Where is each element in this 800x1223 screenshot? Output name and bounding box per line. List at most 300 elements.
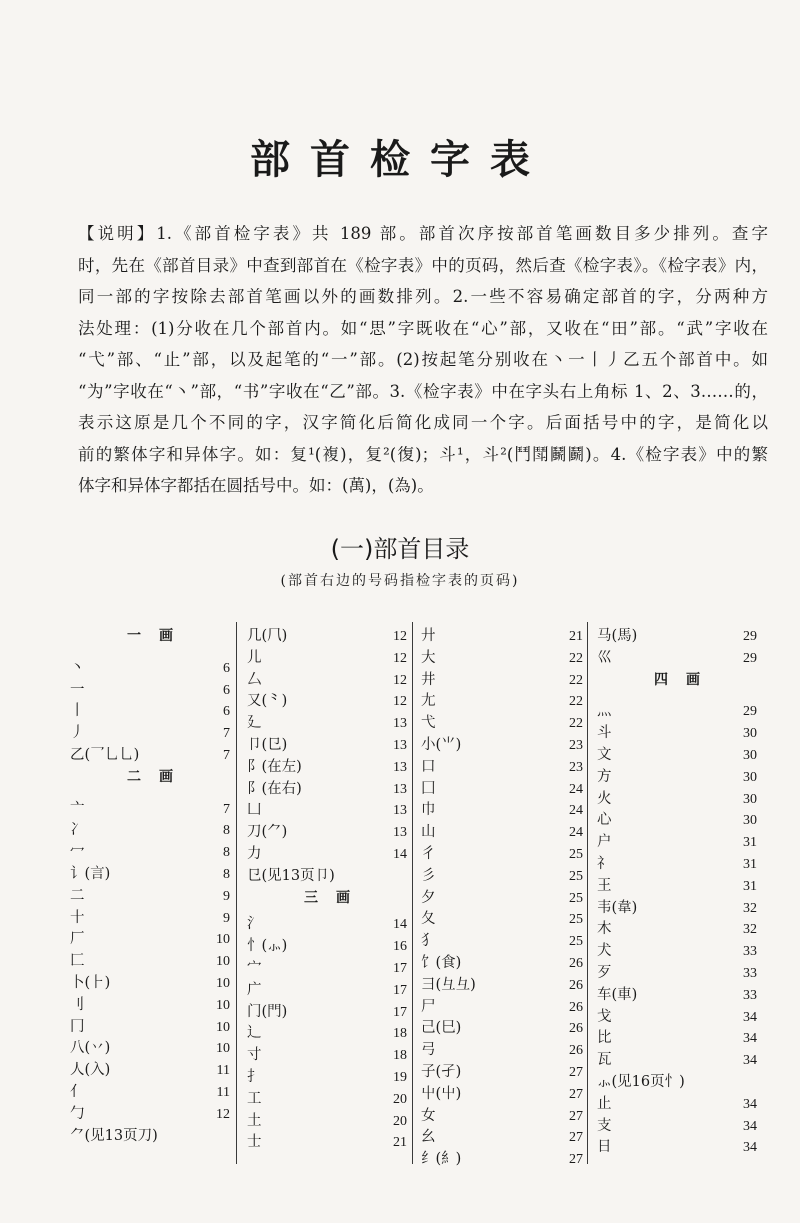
radical-label: ⺗(见16页忄)	[597, 1073, 685, 1090]
section-subtitle: (部首右边的号码指检字表的页码)	[280, 573, 520, 589]
radical-label: 土	[247, 1112, 262, 1129]
radical-entry	[70, 658, 230, 680]
column-divider	[412, 622, 413, 1164]
radical-label: 忄(⺗)	[247, 938, 288, 955]
radical-entry	[597, 767, 757, 789]
radical-label: 马(馬)	[597, 628, 638, 644]
radical-label: 卩(㔾)	[247, 736, 288, 753]
radical-label: 厶	[247, 671, 262, 688]
page-number: 22	[569, 650, 583, 666]
radical-column-4	[597, 626, 757, 1159]
radical-label: 又(⺀)	[247, 693, 288, 710]
radical-entry	[597, 1072, 757, 1094]
page-number: 10	[216, 1019, 230, 1035]
radical-entry	[597, 1137, 757, 1159]
radical-label: 戈	[597, 1008, 612, 1025]
page-number: 13	[393, 825, 407, 841]
radical-entry	[247, 958, 407, 980]
radical-label: 辶	[247, 1025, 262, 1042]
radical-label: 人(入)	[70, 1062, 111, 1079]
radical-entry	[247, 936, 407, 958]
radical-entry	[597, 701, 757, 723]
radical-entry	[597, 963, 757, 985]
radical-entry	[421, 735, 583, 757]
page-number: 30	[743, 791, 757, 807]
radical-label: 韦(韋)	[597, 899, 638, 916]
page-number: 29	[743, 629, 757, 644]
spacer	[70, 648, 230, 658]
radical-label: 户	[597, 834, 612, 851]
page-number: 32	[743, 900, 757, 916]
page-number: 25	[569, 934, 583, 950]
radical-label: 阝(在右)	[247, 780, 302, 797]
page-number: 30	[743, 726, 757, 742]
radical-entry	[597, 789, 757, 811]
radical-label: 刂	[70, 996, 85, 1013]
radical-entry	[597, 723, 757, 745]
radical-label: 子(孑)	[421, 1063, 462, 1080]
radical-entry	[70, 1060, 230, 1082]
page-number: 27	[569, 1108, 583, 1124]
radical-entry	[247, 648, 407, 670]
page-number: 27	[569, 1086, 583, 1102]
page-number: 32	[743, 922, 757, 938]
radical-label: 文	[597, 746, 612, 763]
page-number: 25	[569, 846, 583, 862]
explanation-line: 前的繁体字和异体字。如：复¹(複)，复²(復)；斗¹，斗²(鬥鬦鬭鬬)。4.《检字表》中的繁	[78, 444, 768, 464]
radical-label: 亠	[70, 800, 85, 817]
page-number: 10	[216, 932, 230, 948]
radical-entry	[597, 898, 757, 920]
radical-label: 丨	[70, 703, 85, 720]
page-number: 10	[216, 954, 230, 970]
page-number: 34	[743, 1053, 757, 1069]
radical-entry	[247, 1067, 407, 1089]
radical-label: 火	[597, 790, 612, 807]
radical-entry	[421, 822, 583, 844]
radical-column-1	[70, 626, 230, 1147]
radical-entry	[70, 995, 230, 1017]
radical-label: 门(門)	[247, 1003, 288, 1020]
radical-label: 工	[247, 1090, 262, 1107]
explanation-line: “为”字收在“丶”部，“书”字收在“乙”部。3.《检字表》中在字头右上角标 1、2、3……的，	[78, 381, 768, 401]
radical-entry	[70, 1038, 230, 1060]
page-number: 34	[743, 1009, 757, 1025]
radical-entry	[70, 820, 230, 842]
radical-label: 二	[70, 887, 85, 904]
page-title: 部首检字表	[250, 137, 550, 183]
radical-label: 夂	[421, 911, 436, 928]
page-number: 21	[569, 629, 583, 644]
radical-entry	[597, 626, 757, 648]
radical-entry	[70, 973, 230, 995]
radical-entry	[247, 980, 407, 1002]
radical-entry	[247, 1023, 407, 1045]
explanation-paragraph	[78, 218, 768, 502]
radical-label: 卜(⺊)	[70, 974, 111, 991]
radical-label: 儿	[247, 649, 262, 666]
radical-label: 凵	[247, 802, 262, 819]
page-number: 30	[743, 769, 757, 785]
page-number: 6	[223, 704, 230, 720]
explanation-line: 同一部的字按除去部首笔画以外的画数排列。2.一些不容易确定部首的字，分两种方	[78, 287, 768, 306]
page-number: 13	[393, 716, 407, 732]
radical-label: 屮(屮)	[421, 1085, 462, 1102]
page-number: 18	[393, 1026, 407, 1042]
radical-entry	[421, 844, 583, 866]
radical-label: 日	[597, 1139, 612, 1156]
radical-column-2	[247, 626, 407, 1154]
page-number: 25	[569, 868, 583, 884]
stroke-count-heading: 一画	[127, 628, 191, 644]
radical-entry	[597, 1094, 757, 1116]
radical-label: 犬	[597, 943, 612, 960]
radical-label: 士	[247, 1134, 262, 1151]
radical-entry	[421, 909, 583, 931]
radical-entry	[70, 1082, 230, 1104]
radical-entry	[597, 854, 757, 876]
radical-label: 丿	[70, 725, 85, 742]
radical-label: 山	[421, 824, 436, 841]
page-number: 13	[393, 803, 407, 819]
radical-entry	[247, 1111, 407, 1133]
radical-entry	[247, 1132, 407, 1154]
radical-entry	[421, 1040, 583, 1062]
radical-label: 瓦	[597, 1052, 612, 1069]
radical-label: 止	[597, 1095, 612, 1112]
radical-entry	[597, 941, 757, 963]
radical-entry	[597, 985, 757, 1007]
page-number: 33	[743, 987, 757, 1003]
page-number: 7	[223, 747, 230, 763]
radical-label: 支	[597, 1117, 612, 1134]
page-number: 29	[743, 704, 757, 720]
radical-label: 歹	[597, 964, 612, 981]
radical-entry	[421, 670, 583, 692]
radical-label: 一	[70, 681, 85, 698]
radical-entry	[247, 779, 407, 801]
page-number: 14	[393, 917, 407, 933]
page-number: 11	[216, 1063, 230, 1079]
page-number: 30	[743, 747, 757, 763]
stroke-count-heading: 三画	[304, 889, 368, 906]
radical-entry	[421, 1149, 583, 1171]
radical-entry	[247, 691, 407, 713]
radical-label: 冫	[70, 822, 85, 839]
radical-entry	[247, 866, 407, 888]
radical-label: 幺	[421, 1129, 436, 1146]
radical-label: 几(⺇)	[247, 628, 288, 644]
radical-label: 心	[597, 812, 612, 829]
radical-label: 冂	[70, 1018, 85, 1035]
page-number: 22	[569, 694, 583, 710]
radical-entry	[247, 822, 407, 844]
page-number: 9	[223, 910, 230, 926]
radical-entry	[597, 832, 757, 854]
radical-label: 弓	[421, 1042, 436, 1059]
radical-entry	[247, 1089, 407, 1111]
radical-entry	[597, 1050, 757, 1072]
column-divider	[236, 622, 237, 1164]
radical-entry	[421, 800, 583, 822]
radical-entry	[421, 1084, 583, 1106]
page-number: 14	[393, 846, 407, 862]
radical-column-3	[421, 626, 583, 1171]
page-number: 7	[223, 726, 230, 742]
radical-label: 车(車)	[597, 986, 638, 1003]
page-number: 33	[743, 965, 757, 981]
radical-entry	[421, 757, 583, 779]
radical-label: 讠(言)	[70, 865, 111, 882]
page-number: 20	[393, 1091, 407, 1107]
radical-entry	[247, 844, 407, 866]
radical-label: 斗	[597, 725, 612, 742]
radical-entry	[421, 975, 583, 997]
page-number: 17	[393, 1004, 407, 1020]
page-number: 13	[393, 781, 407, 797]
radical-label: 方	[597, 768, 612, 785]
radical-label: 礻	[597, 855, 612, 872]
radical-label: 夕	[421, 889, 436, 906]
radical-entry	[421, 931, 583, 953]
radical-label: 扌	[247, 1068, 262, 1085]
page-number: 10	[216, 1041, 230, 1057]
page-number: 6	[223, 660, 230, 676]
page-number: 10	[216, 975, 230, 991]
page-number: 20	[393, 1113, 407, 1129]
radical-entry	[421, 953, 583, 975]
radical-entry	[70, 842, 230, 864]
page-number: 23	[569, 759, 583, 775]
radical-entry	[70, 680, 230, 702]
page-number: 26	[569, 999, 583, 1015]
radical-label: 匚	[70, 953, 85, 970]
radical-label: 八(丷)	[70, 1040, 111, 1057]
page-number: 12	[393, 629, 407, 644]
radical-label: 宀	[247, 959, 262, 976]
radical-entry	[70, 799, 230, 821]
radical-entry	[421, 1062, 583, 1084]
radical-entry	[421, 691, 583, 713]
page-number: 31	[743, 835, 757, 851]
page-number: 29	[743, 650, 757, 666]
radical-entry	[421, 1106, 583, 1128]
page-number: 34	[743, 1096, 757, 1112]
radical-label: 弋	[421, 715, 436, 732]
radical-entry	[247, 800, 407, 822]
radical-label: 尢	[421, 693, 436, 710]
radical-entry	[421, 1127, 583, 1149]
radical-label: 囗	[421, 780, 436, 797]
radical-label: 大	[421, 649, 436, 666]
radical-entry	[597, 745, 757, 767]
stroke-count-heading: 二画	[127, 768, 191, 785]
page-number: 24	[569, 825, 583, 841]
radical-entry	[70, 951, 230, 973]
stroke-count-heading: 四画	[654, 671, 718, 688]
radical-label: 力	[247, 845, 262, 862]
radical-label: 彡	[421, 867, 436, 884]
radical-entry	[247, 914, 407, 936]
radical-entry	[597, 1028, 757, 1050]
page-number: 12	[393, 672, 407, 688]
radical-label: 厂	[70, 931, 85, 948]
page-number: 26	[569, 955, 583, 971]
page-number: 34	[743, 1140, 757, 1156]
explanation-line: 表示这原是几个不同的字，汉字简化后简化成同一个字。后面括号中的字，是简化以	[78, 413, 768, 432]
radical-entry	[421, 648, 583, 670]
radical-entry	[247, 1002, 407, 1024]
page-number: 12	[393, 694, 407, 710]
radical-label: 氵	[247, 916, 262, 933]
section-title: (一)部首目录	[330, 535, 470, 563]
page-number: 26	[569, 977, 583, 993]
radical-entry	[70, 864, 230, 886]
radical-entry	[421, 713, 583, 735]
radical-label: 比	[597, 1030, 612, 1047]
radical-label: 乙(乛乚乚)	[70, 746, 140, 763]
radical-entry	[597, 876, 757, 898]
page-number: 22	[569, 716, 583, 732]
page-number: 30	[743, 813, 757, 829]
spacer	[597, 691, 757, 701]
radical-label: 小(⺌)	[421, 736, 462, 753]
radical-entry	[70, 929, 230, 951]
page-number: 7	[223, 801, 230, 817]
radical-entry	[421, 997, 583, 1019]
radical-label: 尸	[421, 998, 436, 1015]
page-number: 27	[569, 1064, 583, 1080]
radical-label: 亻	[70, 1083, 85, 1100]
radical-label: 女	[421, 1107, 436, 1124]
page-number: 31	[743, 878, 757, 894]
page-number: 24	[569, 781, 583, 797]
radical-label: 巾	[421, 802, 436, 819]
page-number: 8	[223, 866, 230, 882]
page-number: 23	[569, 737, 583, 753]
page-number: 13	[393, 759, 407, 775]
page-number: 12	[393, 650, 407, 666]
page-number: 34	[743, 1031, 757, 1047]
radical-entry	[597, 1116, 757, 1138]
page-number: 10	[216, 997, 230, 1013]
page-number: 17	[393, 982, 407, 998]
radical-entry	[70, 1104, 230, 1126]
radical-label: 纟(糹)	[421, 1151, 462, 1168]
radical-entry	[70, 723, 230, 745]
radical-label: 己(巳)	[421, 1020, 462, 1037]
radical-label: 丶	[70, 659, 85, 676]
radical-entry	[597, 810, 757, 832]
page-number: 27	[569, 1152, 583, 1168]
radical-entry	[70, 1126, 230, 1148]
radical-entry	[70, 745, 230, 767]
page-number: 26	[569, 1021, 583, 1037]
radical-entry	[247, 757, 407, 779]
page-number: 25	[569, 890, 583, 906]
radical-label: 十	[70, 909, 85, 926]
radical-label: 廴	[247, 715, 262, 732]
radical-entry	[247, 1045, 407, 1067]
page-number: 33	[743, 944, 757, 960]
radical-label: ⺈(见13页刀)	[70, 1127, 158, 1144]
page-number: 34	[743, 1118, 757, 1134]
radical-label: 犭	[421, 933, 436, 950]
radical-label: 冖	[70, 844, 85, 861]
radical-entry	[247, 735, 407, 757]
page-number: 25	[569, 912, 583, 928]
page-number: 11	[216, 1084, 230, 1100]
radical-label: 木	[597, 921, 612, 938]
radical-entry	[70, 886, 230, 908]
radical-label: 口	[421, 758, 436, 775]
page-number: 31	[743, 856, 757, 872]
page-number: 13	[393, 737, 407, 753]
page-number: 18	[393, 1048, 407, 1064]
radical-label: 彳	[421, 845, 436, 862]
page-number: 9	[223, 888, 230, 904]
page-number: 22	[569, 672, 583, 688]
page-number: 16	[393, 939, 407, 955]
column-divider	[587, 622, 588, 1164]
radical-entry	[70, 1017, 230, 1039]
page-number: 8	[223, 845, 230, 861]
radical-label: 广	[247, 981, 262, 998]
radical-label: 饣(食)	[421, 954, 462, 971]
radical-label: 勹	[70, 1105, 85, 1122]
radical-label: 彐(彑彑)	[421, 976, 476, 993]
explanation-line: 时，先在《部首目录》中查到部首在《检字表》中的页码，然后查《检字表》。《检字表》内，	[78, 255, 768, 275]
page-number: 12	[216, 1106, 230, 1122]
page-number: 24	[569, 803, 583, 819]
radical-entry	[597, 919, 757, 941]
radical-label: 阝(在左)	[247, 758, 302, 775]
explanation-line: 体字和异体字都括在圆括号中。如：(萬)，(為)。	[78, 476, 434, 495]
page-number: 6	[223, 682, 230, 698]
radical-label: 灬	[597, 703, 612, 720]
radical-label: 巛	[597, 649, 612, 666]
radical-entry	[421, 779, 583, 801]
radical-label: 廾	[421, 628, 436, 644]
explanation-line: 【说明】1.《部首检字表》共 189 部。部首次序按部首笔画数目多少排列。查字	[78, 224, 768, 243]
spacer	[70, 789, 230, 799]
radical-entry	[247, 670, 407, 692]
radical-entry	[70, 908, 230, 930]
page-number: 27	[569, 1130, 583, 1146]
radical-entry	[247, 626, 407, 648]
radical-entry	[421, 626, 583, 648]
radical-entry	[421, 1018, 583, 1040]
radical-label: 井	[421, 671, 436, 688]
page-number: 8	[223, 823, 230, 839]
radical-entry	[421, 866, 583, 888]
radical-entry	[597, 1007, 757, 1029]
page-number: 17	[393, 960, 407, 976]
page-number: 19	[393, 1069, 407, 1085]
radical-entry	[247, 713, 407, 735]
radical-entry	[597, 648, 757, 670]
radical-label: 刀(⺈)	[247, 824, 288, 841]
radical-label: 㔾(见13页卩)	[247, 867, 335, 884]
radical-label: 寸	[247, 1047, 262, 1064]
radical-entry	[70, 701, 230, 723]
page-number: 26	[569, 1043, 583, 1059]
radical-entry	[421, 888, 583, 910]
explanation-line: “弋”部、“止”部，以及起笔的“一”部。(2)按起笔分别收在丶一丨丿乙五个部首中。如	[78, 350, 768, 369]
radical-label: 王	[597, 877, 612, 894]
page-number: 21	[393, 1135, 407, 1151]
explanation-line: 法处理：(1)分收在几个部首内。如“思”字既收在“心”部，又收在“田”部。“武”字收在	[78, 318, 768, 338]
